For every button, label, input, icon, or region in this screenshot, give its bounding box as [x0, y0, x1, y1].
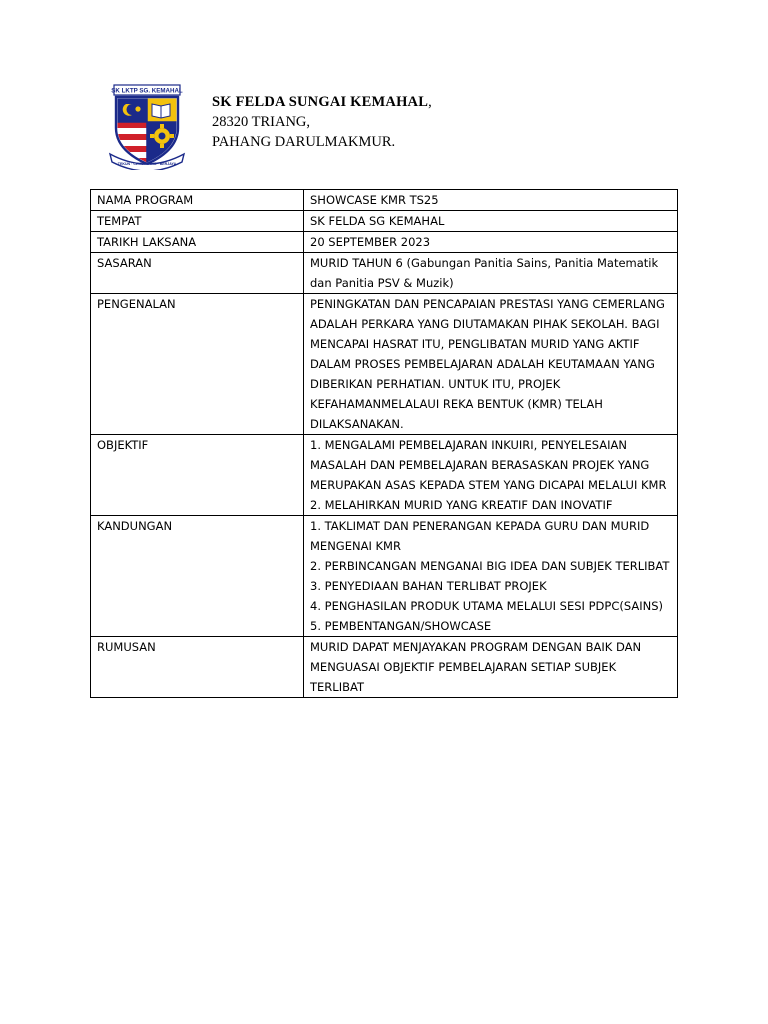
- row-label: TARIKH LAKSANA: [91, 232, 304, 253]
- table-row: [91, 294, 678, 435]
- row-value-line: 2. PERBINCANGAN MENGANAI BIG IDEA DAN SUBJEK TERLIBAT: [310, 559, 670, 573]
- row-value: [304, 435, 678, 516]
- school-crest-icon: [108, 84, 186, 170]
- row-value-line: KEFAHAMANMELALAUI REKA BENTUK (KMR) TELAH: [310, 397, 603, 411]
- row-value-line: MERUPAKAN ASAS KEPADA STEM YANG DICAPAI MELALUI KMR: [310, 478, 667, 492]
- row-value: [304, 211, 678, 232]
- school-address-block: [212, 92, 432, 152]
- school-name-text: SK FELDA SUNGAI KEMAHAL: [212, 94, 429, 110]
- row-value-line: 4. PENGHASILAN PRODUK UTAMA MELALUI SESI PDPC(SAINS): [310, 599, 663, 613]
- row-label: PENGENALAN: [91, 294, 304, 435]
- svg-text:SK LKTP SG. KEMAHAL: SK LKTP SG. KEMAHAL: [111, 87, 183, 95]
- row-value: [304, 190, 678, 211]
- row-label: SASARAN: [91, 253, 304, 294]
- svg-text:TEKUN · CEMERLANG · BERJAYA: TEKUN · CEMERLANG · BERJAYA: [117, 162, 177, 166]
- row-value-line: MENGUASAI OBJEKTIF PEMBELAJARAN SETIAP SUBJEK: [310, 660, 617, 674]
- row-value-line: DIBERIKAN PERHATIAN. UNTUK ITU, PROJEK: [310, 377, 561, 391]
- row-value-line: MURID DAPAT MENJAYAKAN PROGRAM DENGAN BAIK DAN: [310, 640, 642, 654]
- row-label: RUMUSAN: [91, 637, 304, 698]
- row-value-line: TERLIBAT: [310, 680, 364, 694]
- table-row: [91, 435, 678, 516]
- row-label: OBJEKTIF: [91, 435, 304, 516]
- row-value-line: dan Panitia PSV & Muzik): [310, 276, 454, 290]
- row-value: [304, 637, 678, 698]
- row-value-line: ADALAH PERKARA YANG DIUTAMAKAN PIHAK SEKOLAH. BAGI: [310, 317, 660, 331]
- row-value-line: 2. MELAHIRKAN MURID YANG KREATIF DAN INOVATIF: [310, 498, 613, 512]
- row-value-line: 1. TAKLIMAT DAN PENERANGAN KEPADA GURU DAN MURID: [310, 519, 650, 533]
- address-line-2: PAHANG DARULMAKMUR.: [212, 134, 396, 150]
- row-value-line: MURID TAHUN 6 (Gabungan Panitia Sains, Panitia Matematik: [310, 256, 659, 270]
- table-row: [91, 516, 678, 637]
- school-name-comma: ,: [428, 94, 432, 110]
- row-value-line: 5. PEMBENTANGAN/SHOWCASE: [310, 619, 492, 633]
- row-value: [304, 232, 678, 253]
- row-label: KANDUNGAN: [91, 516, 304, 637]
- row-value-line: MENCAPAI HASRAT ITU, PENGLIBATAN MURID YANG AKTIF: [310, 337, 640, 351]
- row-value-line: SHOWCASE KMR TS25: [310, 193, 439, 207]
- row-value-line: 20 SEPTEMBER 2023: [310, 235, 431, 249]
- row-label: NAMA PROGRAM: [91, 190, 304, 211]
- table-row: [91, 253, 678, 294]
- row-value-line: MENGENAI KMR: [310, 539, 401, 553]
- row-value: [304, 253, 678, 294]
- row-value-line: SK FELDA SG KEMAHAL: [310, 214, 445, 228]
- school-name: [212, 92, 432, 112]
- program-table-body: [91, 190, 678, 698]
- row-value-line: MASALAH DAN PEMBELAJARAN BERASASKAN PROJEK YANG: [310, 458, 650, 472]
- row-value-line: 1. MENGALAMI PEMBELAJARAN INKUIRI, PENYELESAIAN: [310, 438, 627, 452]
- program-table: [90, 189, 678, 698]
- row-value-line: PENINGKATAN DAN PENCAPAIAN PRESTASI YANG CEMERLANG: [310, 297, 665, 311]
- address-line-1: 28320 TRIANG,: [212, 114, 311, 130]
- table-row: [91, 232, 678, 253]
- table-row: [91, 211, 678, 232]
- row-value: [304, 294, 678, 435]
- table-row: [91, 190, 678, 211]
- table-row: [91, 637, 678, 698]
- row-value-line: 3. PENYEDIAAN BAHAN TERLIBAT PROJEK: [310, 579, 547, 593]
- row-value-line: DALAM PROSES PEMBELAJARAN ADALAH KEUTAMAAN YANG: [310, 357, 655, 371]
- row-value: [304, 516, 678, 637]
- row-value-line: DILAKSANAKAN.: [310, 417, 404, 431]
- row-label: TEMPAT: [91, 211, 304, 232]
